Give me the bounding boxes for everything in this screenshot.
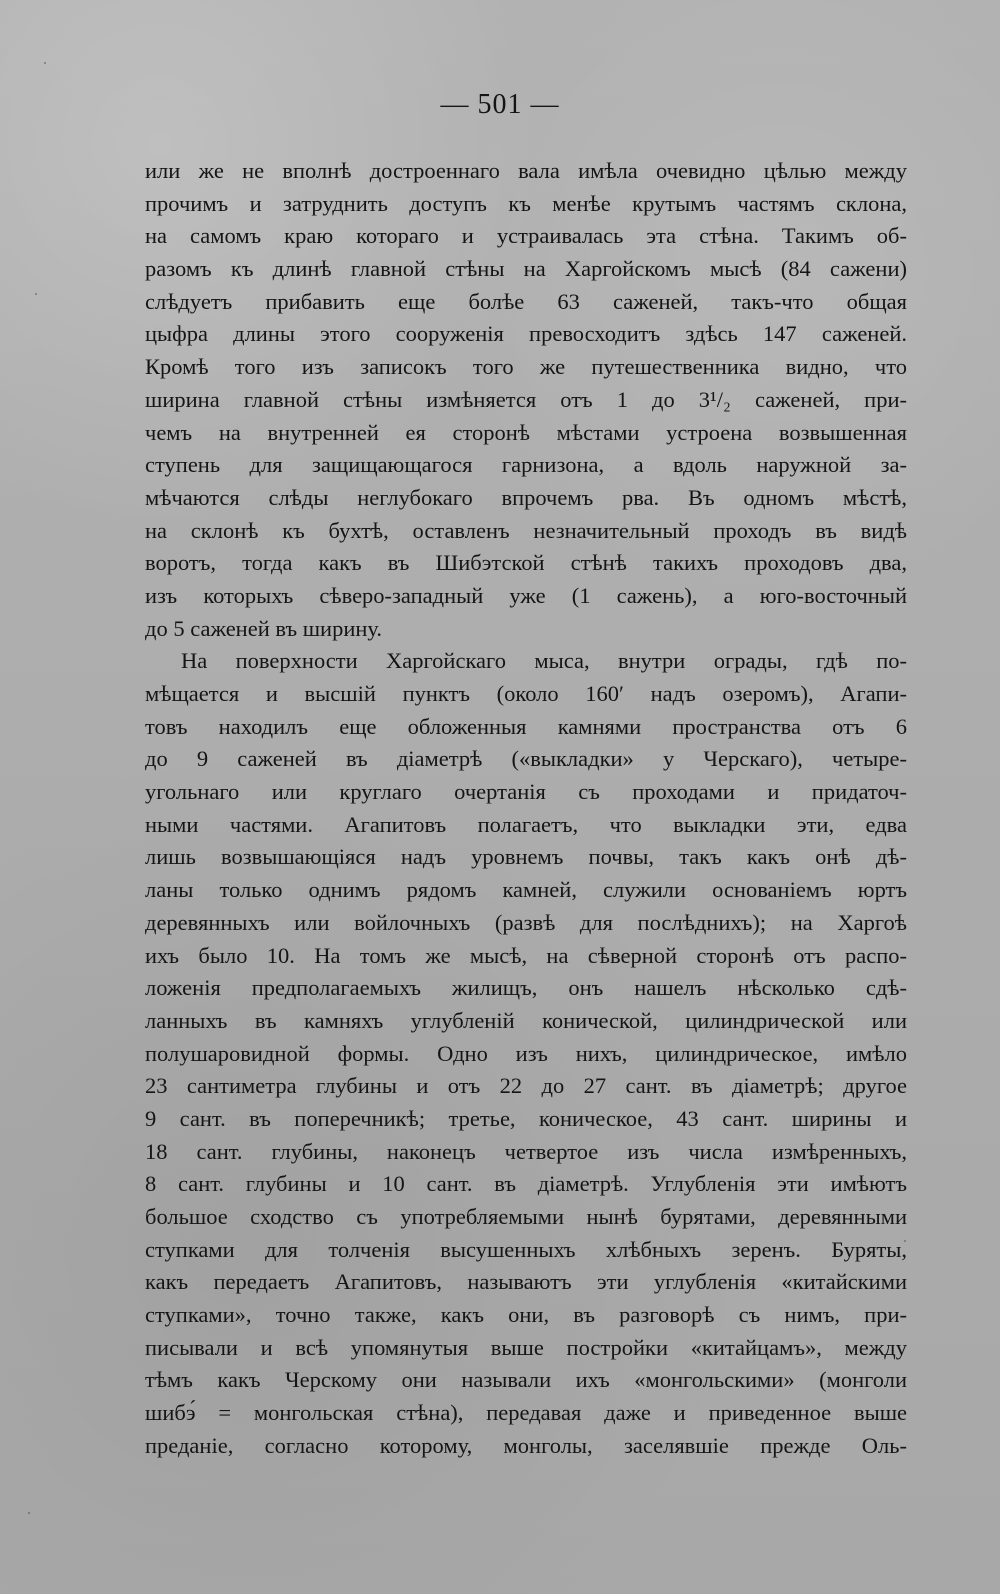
text-line: изъ которыхъ сѣверо-западный уже (1 сажень), а юго-восточный: [145, 582, 907, 608]
text-line: 23 сантиметра глубины и отъ 22 до 27 сант. въ діаметрѣ; другое: [145, 1073, 907, 1099]
text-line: прочимъ и затруднить доступъ къ менѣе крутымъ частямъ склона,: [145, 190, 907, 216]
text-line: ложенія предполагаемыхъ жилищъ, онъ нашелъ нѣсколько сдѣ-: [145, 975, 907, 1001]
text-line: лишь возвышающіяся надъ уровнемъ почвы, такъ какъ онѣ дѣ-: [145, 844, 907, 870]
text-line: ными частями. Агапитовъ полагаетъ, что выкладки эти, едва: [145, 811, 907, 837]
text-line: мѣчаются слѣды неглубокаго впрочемъ рва. Въ одномъ мѣстѣ,: [145, 484, 907, 510]
text-line: чемъ на внутренней ея сторонѣ мѣстами устроена возвышенная: [145, 419, 907, 445]
text-line: Кромѣ того изъ записокъ того же путешественника видно, что: [145, 354, 907, 380]
text-line: 9 сант. въ поперечникѣ; третье, коническое, 43 сант. ширины и: [145, 1105, 907, 1131]
text-line: мѣщается и высшій пунктъ (около 160′ надъ озеромъ), Агапи-: [145, 681, 907, 706]
text-line: 18 сант. глубины, наконецъ четвертое изъ числа измѣренныхъ,: [145, 1138, 907, 1164]
text-line: слѣдуетъ прибавить еще болѣе 63 саженей, такъ-что общая: [145, 288, 907, 314]
text-line: преданіе, согласно которому, монголы, заселявшіе прежде Оль-: [145, 1432, 907, 1458]
text-line: ступками для толченія высушенныхъ хлѣбныхъ зеренъ. Буряты,: [145, 1236, 907, 1262]
text-line: ихъ было 10. На томъ же мысѣ, на сѣверной сторонѣ отъ распо-: [145, 942, 907, 968]
paper-speck: [35, 293, 37, 295]
text-line: или же не вполнѣ достроеннаго вала имѣла очевидно цѣлью между: [145, 158, 907, 183]
text-line: товъ находилъ еще обложенныя камнями пространства отъ 6: [145, 713, 907, 739]
text-line: большое сходство съ употребляемыми нынѣ бурятами, деревянными: [145, 1204, 907, 1229]
text-line: разомъ къ длинѣ главной стѣны на Харгойскомъ мысѣ (84 сажени): [145, 256, 907, 282]
text-line: ступками», точно также, какъ они, въ разговорѣ съ нимъ, при-: [145, 1302, 907, 1328]
text-line: тѣмъ какъ Черскому они называли ихъ «монгольскими» (монголи: [145, 1367, 907, 1393]
text-line: угольнаго или круглаго очертанія съ проходами и придаточ-: [145, 779, 907, 805]
text-line: шибэ́ = монгольская стѣна), передавая даже и приведенное выше: [145, 1400, 907, 1426]
paper-speck: [44, 62, 46, 64]
text-line: ступень для защищающагося гарнизона, а вдоль наружной за-: [145, 452, 907, 478]
paper-speck: [28, 1512, 30, 1514]
text-line: до 9 саженей въ діаметрѣ («выкладки» у Черскаго), четыре-: [145, 746, 907, 772]
text-line: воротъ, тогда какъ въ Шибэтской стѣнѣ такихъ проходовъ два,: [145, 550, 907, 576]
text-line: ланы только однимъ рядомъ камней, служили основаніемъ юртъ: [145, 877, 907, 903]
page-number: — 501 —: [440, 89, 560, 120]
text-line: На поверхности Харгойскаго мыса, внутри ограды, гдѣ по-: [181, 648, 907, 674]
text-line: до 5 саженей въ ширину.: [145, 615, 383, 641]
text-line: деревянныхъ или войлочныхъ (развѣ для послѣднихъ); на Харгоѣ: [145, 909, 907, 935]
text-line: ширина главной стѣны измѣняется отъ 1 до 3¹/₂ саженей, при-: [145, 386, 907, 412]
text-line: полушаровидной формы. Одно изъ нихъ, цилиндрическое, имѣло: [145, 1040, 907, 1066]
text-line: цыфра длины этого сооруженія превосходитъ здѣсь 147 саженей.: [145, 321, 907, 347]
text-line: на самомъ краю котораго и устраивалась эта стѣна. Такимъ об-: [145, 223, 907, 249]
text-line: ланныхъ въ камняхъ углубленій конической, цилиндрической или: [145, 1007, 907, 1033]
text-line: писывали и всѣ упомянутыя выше постройки «китайцамъ», между: [145, 1334, 907, 1360]
text-line: какъ передаетъ Агапитовъ, называютъ эти углубленія «китайскими: [145, 1269, 907, 1295]
body-text: [145, 155, 907, 1463]
text-line: 8 сант. глубины и 10 сант. въ діаметрѣ. Углубленія эти имѣютъ: [145, 1171, 907, 1197]
text-line: на склонѣ къ бухтѣ, оставленъ незначительный проходъ въ видѣ: [145, 517, 907, 543]
